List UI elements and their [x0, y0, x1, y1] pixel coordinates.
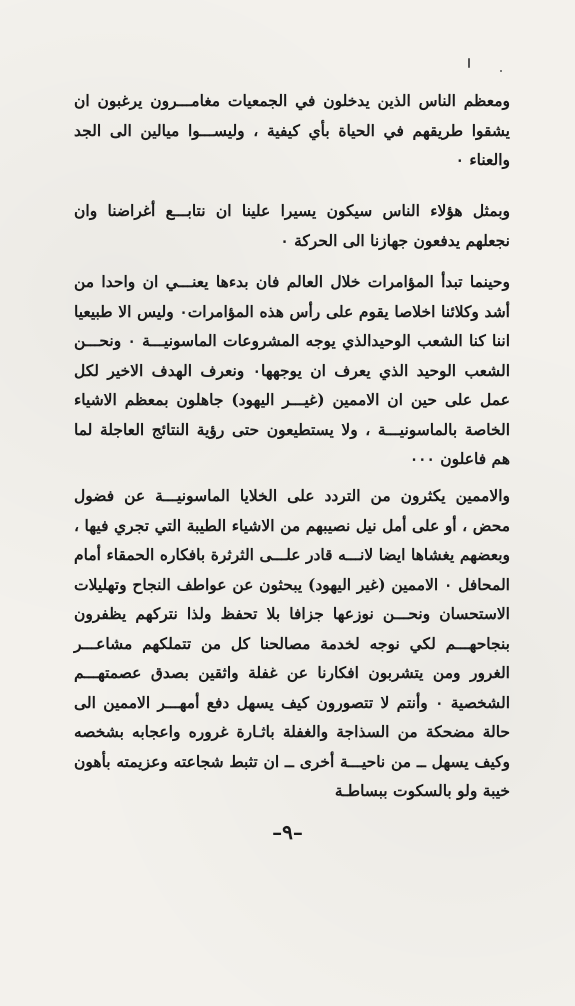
- paragraph-2: وبمثل هؤلاء الناس سيكون يسيرا علينا ان نتابـــع أغراضنا وان نجعلهم يدفعون جهازنا الى الحركة ٠: [74, 201, 510, 250]
- paragraph-1: ومعظم الناس الذين يدخلون في الجمعيات مغامـــرون يرغبون ان يشقوا طريقهم في الحياة بأي كيفية ، وليســـوا ميالين الى الجد والعناء ٠: [74, 91, 510, 169]
- paragraph-3: وحينما تبدأ المؤامرات خلال العالم فان بدءها يعنـــي ان واحدا من أشد وكلائنا اخلاصا يقوم على رأس هذه المؤامرات٠ وليس الا طبيعيا اننا كنا الشعب الوحيدالذي يوجه المشروعات الماسونيـــة ٠ ونحـــن الشعب الوحيد الذي يعرف ان يوجهها٠ ونعرف الهدف الاخير لكل عمل على حين ان الاممين (غيـــر اليهود) جاهلون بمعظم الاشياء الخاصة بالماسونيـــة ، ولا يستطيعون حتى رؤية النتائج العاجلة لما هم فاعلون ٠٠٠: [74, 272, 511, 468]
- paragraph-4: والاممين يكثرون من التردد على الخلايا الماسونيـــة عن فضول محض ، أو على أمل نيل نصيبهم من الاشياء الطيبة التي تجري فيها ، وبعضهم يغشاها ايضا لانـــه قادر علـــى الثرثرة بافكاره الحمقاء أمام المحافل ٠ الاممين (غير اليهود) يبحثون عن عواطف النجاح وتهليلات الاستحسان ونحـــن نوزعها جزافا بلا تحفظ ولذا نتركهم يظفرون بنجاحهـــم لكي نوجه لخدمة مصالحنا كل من تتملكهم مشاعـــر الغرور ومن يتشربون افكارنا عن غفلة واثقين بصدق عصمتهـــم الشخصية ٠ وأنتم لا تتصورون كيف يسهل دفع أمهـــر الاممين الى حالة مضحكة من السذاجة والغفلة باثـارة غروره واعجابه بشخصه وكيف يسهل ــ من ناحيـــة أخرى ــ ان تثبط شجاعته وعزيمته بأهون خيبة ولو بالسكوت ببساطـة: [74, 486, 511, 800]
- print-speck: [468, 58, 470, 68]
- print-speck: [500, 70, 502, 72]
- page-number: –٩–: [272, 820, 303, 844]
